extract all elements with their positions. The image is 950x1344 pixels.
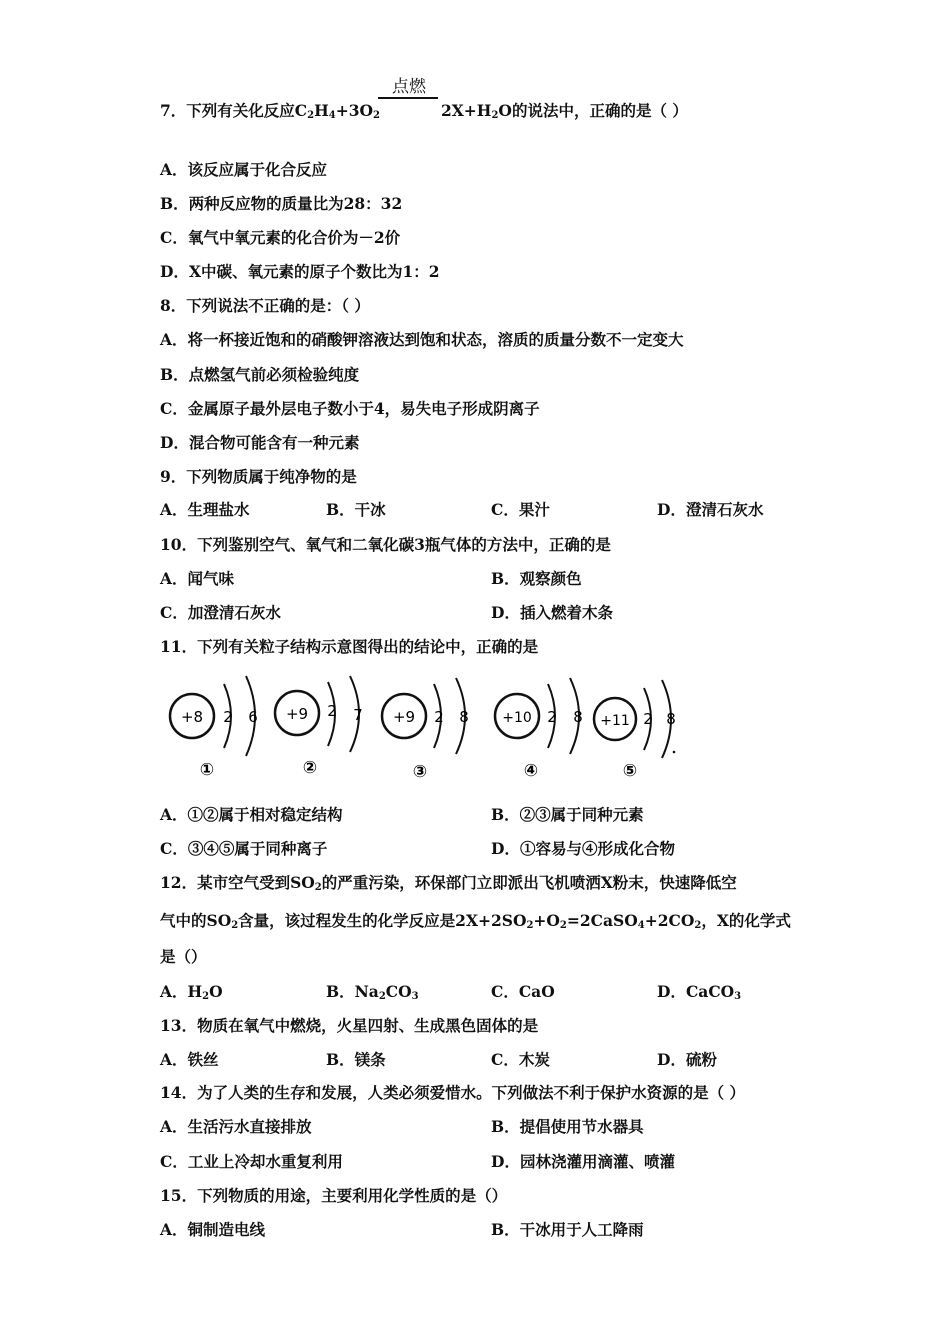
q7-stem: 7．下列有关化反应$C_2H_4+3O_2$ [160,101,380,121]
q8-option-a: A．将一杯接近饱和的硝酸钾溶液达到饱和状态，溶质的质量分数不一定变大 [160,330,684,349]
q12-stem-line-3: 是（） [160,947,207,966]
q12-option-d: D．CaCO$_3$ [657,982,742,1002]
electron-count: 8 [573,708,583,726]
q8-option-d: D．混合物可能含有一种元素 [160,433,360,452]
q14-option-d: D．园林浇灌用滴灌、喷灌 [491,1152,675,1171]
electron-count: 2 [547,708,557,726]
q15-option-a: A．铜制造电线 [160,1220,266,1239]
q10-option-d: D．插入燃着木条 [491,603,613,622]
reaction-condition: 点燃 [392,77,426,97]
reaction-arrow-line [378,97,438,99]
atom-diagram-5 [594,680,676,781]
q11-option-a: A．①②属于相对稳定结构 [160,805,343,824]
nucleus-charge: +10 [502,710,532,726]
electron-count: 8 [459,708,469,726]
nucleus-charge: +8 [180,708,204,726]
q8-option-c: C．金属原子最外层电子数小于4，易失电子形成阴离子 [160,399,540,418]
electron-count: 2 [327,702,337,720]
q13-option-a: A．铁丝 [160,1050,219,1069]
q15-option-b: B．干冰用于人工降雨 [491,1220,644,1239]
q11-option-b: B．②③属于同种元素 [491,805,644,824]
q7-option-c: C．氧气中氧元素的化合价为－2价 [160,228,401,247]
electron-count: 6 [248,708,258,726]
q7-stem-right: $2X+H_2O$的说法中，正确的是（ ） [441,101,688,121]
q10-option-c: C．加澄清石灰水 [160,603,281,622]
electron-count: 2 [223,708,233,726]
atom-diagram-3 [382,678,469,782]
q10-stem: 10．下列鉴别空气、氧气和二氧化碳3瓶气体的方法中，正确的是 [160,535,611,554]
diagram-label: ④ [523,761,539,781]
q9-stem: 9．下列物质属于纯净物的是 [160,467,357,486]
q12-option-b: B．$Na_2CO_3$ [326,982,419,1002]
q9-option-d: D．澄清石灰水 [657,500,764,519]
q14-stem: 14．为了人类的生存和发展，人类必须爱惜水。下列做法不利于保护水资源的是（ ） [160,1083,745,1102]
nucleus-charge: +11 [600,713,630,729]
q9-option-a: A．生理盐水 [160,500,250,519]
q11-option-c: C．③④⑤属于同种离子 [160,839,328,858]
q11-stem: 11．下列有关粒子结构示意图得出的结论中，正确的是 [160,637,539,656]
q10-option-b: B．观察颜色 [491,569,582,588]
atom-diagram-4 [495,678,583,781]
nucleus-charge: +9 [392,708,416,726]
q14-option-b: B．提倡使用节水器具 [491,1117,644,1136]
q14-option-c: C．工业上冷却水重复利用 [160,1152,343,1171]
q14-option-a: A．生活污水直接排放 [160,1117,312,1136]
q13-option-c: C．木炭 [491,1050,550,1069]
q7-option-a: A．该反应属于化合反应 [160,160,328,179]
q10-option-a: A．闻气味 [160,569,235,588]
atom-structure-diagrams [160,672,700,792]
diagram-label: ⑤ [622,761,638,781]
q11-option-d: D．①容易与④形成化合物 [491,839,675,858]
q7-option-d: D．X中碳、氧元素的原子个数比为1：2 [160,262,440,281]
q13-option-d: D．硫粉 [657,1050,717,1069]
q12-option-c: C．CaO [491,982,555,1001]
atom-diagram-2 [275,676,363,778]
q9-option-c: C．果汁 [491,500,550,519]
q15-stem: 15．下列物质的用途，主要利用化学性质的是（） [160,1186,508,1205]
electron-count: 7 [353,706,363,724]
electron-count: 2 [643,710,653,728]
diagram-label: ① [199,760,215,780]
electron-count: 8 [666,710,676,728]
electron-count: 2 [434,708,444,726]
atom-diagram-1 [170,676,258,780]
q8-option-b: B．点燃氢气前必须检验纯度 [160,365,360,384]
q12-stem-line-1: 12．某市空气受到$SO_2$的严重污染，环保部门立即派出飞机喷洒X粉末，快速降低空 [160,873,737,893]
q13-option-b: B．镁条 [326,1050,386,1069]
q8-stem: 8．下列说法不正确的是：（ ） [160,296,370,315]
q7-option-b: B．两种反应物的质量比为28：32 [160,194,403,213]
stray-dot [673,751,676,754]
q12-stem-line-2: 气中的$SO_2$含量，该过程发生的化学反应是$2X+2SO_2+O_2=2CaSO_4+2CO_2$，X的化学式 [160,911,791,931]
q12-option-a: A．$H_2O$ [160,982,223,1002]
diagram-label: ② [302,758,318,778]
nucleus-charge: +9 [285,705,309,723]
q9-option-b: B．干冰 [326,500,386,519]
q13-stem: 13．物质在氧气中燃烧，火星四射、生成黑色固体的是 [160,1016,539,1035]
diagram-label: ③ [412,762,428,782]
